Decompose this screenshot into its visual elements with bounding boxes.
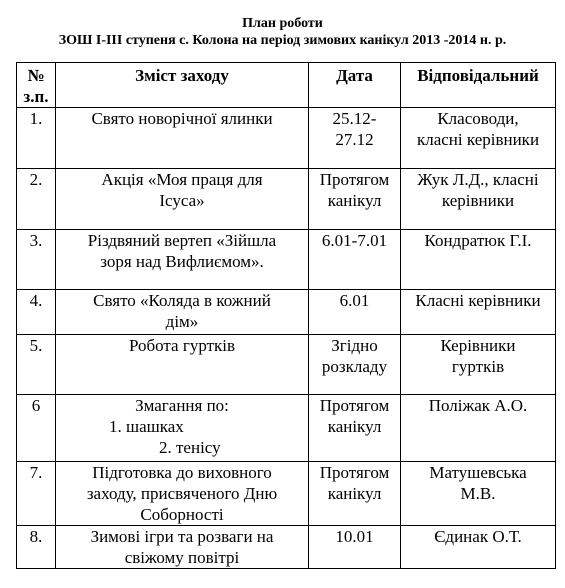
row-responsible xyxy=(401,335,556,395)
table-row xyxy=(17,462,556,526)
table-row xyxy=(17,335,556,395)
document-header xyxy=(0,0,565,49)
row-number: 2. xyxy=(17,169,56,230)
row-responsible xyxy=(401,169,556,230)
table-row xyxy=(17,395,556,462)
row-event-line: Свято «Коляда в кожний xyxy=(93,291,271,310)
row-event-line: Акція «Моя праця для xyxy=(101,170,263,189)
row-event xyxy=(56,526,309,569)
row-date xyxy=(309,290,401,335)
row-date-line: 10.01 xyxy=(335,527,374,546)
row-number: 6 xyxy=(17,395,56,462)
row-responsible-line: Кондратюк Г.І. xyxy=(424,231,532,250)
row-number: 5. xyxy=(17,335,56,395)
row-date xyxy=(309,462,401,526)
column-header-number-line1: № xyxy=(27,66,45,85)
row-event-subitem: 2. тенісу xyxy=(159,438,221,457)
row-date-line: Протягом xyxy=(319,463,390,482)
row-date-line: Протягом xyxy=(319,396,390,415)
table-header-row xyxy=(17,63,556,108)
row-date xyxy=(309,526,401,569)
column-header-responsible: Відповідальний xyxy=(401,63,556,108)
row-responsible-line: М.В. xyxy=(460,484,496,503)
row-number: 8. xyxy=(17,526,56,569)
row-responsible xyxy=(401,526,556,569)
column-header-event: Зміст заходу xyxy=(56,63,309,108)
row-event-line: дім» xyxy=(165,312,199,331)
row-date xyxy=(309,230,401,290)
row-date-line: канікул xyxy=(327,484,382,503)
document-subtitle: ЗОШ І-ІІІ ступеня с. Колона на період зимових канікул 2013 -2014 н. р. xyxy=(58,33,507,48)
row-date-line: розкладу xyxy=(321,357,388,376)
row-event xyxy=(56,462,309,526)
row-date-line: 27.12 xyxy=(335,130,374,149)
row-date xyxy=(309,108,401,169)
row-responsible-line: Поліжак А.О. xyxy=(428,396,528,415)
row-number: 1. xyxy=(17,108,56,169)
row-responsible-line: Жук Л.Д., класні xyxy=(417,170,539,189)
row-date xyxy=(309,395,401,462)
row-event-line: Соборності xyxy=(140,505,224,524)
row-date-line: канікул xyxy=(327,191,382,210)
row-date-line: 25.12- xyxy=(332,109,377,128)
row-event xyxy=(56,230,309,290)
row-number: 3. xyxy=(17,230,56,290)
row-event-line: Свято новорічної ялинки xyxy=(91,109,273,128)
row-event-line: зоря над Вифлиємом». xyxy=(100,252,264,271)
row-responsible xyxy=(401,462,556,526)
row-date-line: 6.01 xyxy=(339,291,370,310)
row-date xyxy=(309,169,401,230)
row-responsible-line: Керівники xyxy=(440,336,516,355)
row-event-line: Зимові ігри та розваги на xyxy=(90,527,274,546)
row-date-line: канікул xyxy=(327,417,382,436)
row-event-line: Підготовка до виховного xyxy=(92,463,272,482)
row-event xyxy=(56,169,309,230)
table-row xyxy=(17,108,556,169)
row-responsible xyxy=(401,290,556,335)
row-date-line: Згідно xyxy=(331,336,378,355)
row-event xyxy=(56,290,309,335)
row-responsible-line: Класоводи, xyxy=(437,109,519,128)
row-event-line: Ісуса» xyxy=(159,191,205,210)
column-header-number xyxy=(17,63,56,108)
row-responsible-line: класні керівники xyxy=(416,130,540,149)
row-event-line: Різдвяний вертеп «Зійшла xyxy=(87,231,277,250)
row-responsible-line: Класні керівники xyxy=(415,291,541,310)
row-date-line: 6.01-7.01 xyxy=(321,231,388,250)
row-responsible-line: гуртків xyxy=(451,357,505,376)
row-event-line: Змагання по: xyxy=(135,396,229,415)
row-event xyxy=(56,108,309,169)
row-date-line: Протягом xyxy=(319,170,390,189)
row-number: 7. xyxy=(17,462,56,526)
row-date xyxy=(309,335,401,395)
table-row xyxy=(17,169,556,230)
row-responsible xyxy=(401,395,556,462)
plan-table xyxy=(16,62,556,569)
row-responsible xyxy=(401,230,556,290)
row-event xyxy=(56,335,309,395)
row-responsible-line: керівники xyxy=(441,191,515,210)
column-header-date: Дата xyxy=(309,63,401,108)
row-event-line: заходу, присвяченого Дню xyxy=(86,484,278,503)
row-event xyxy=(56,395,309,462)
document-title: План роботи xyxy=(242,16,323,31)
table-row xyxy=(17,526,556,569)
row-event-line: Робота гуртків xyxy=(128,336,236,355)
row-event-subitem: 1. шашках xyxy=(109,417,184,436)
table-row xyxy=(17,230,556,290)
row-number: 4. xyxy=(17,290,56,335)
row-responsible-line: Єдинак О.Т. xyxy=(434,527,522,546)
row-responsible-line: Матушевська xyxy=(429,463,527,482)
row-event-line: свіжому повітрі xyxy=(124,548,240,567)
table-row xyxy=(17,290,556,335)
row-responsible xyxy=(401,108,556,169)
column-header-number-line2: з.п. xyxy=(23,87,49,106)
